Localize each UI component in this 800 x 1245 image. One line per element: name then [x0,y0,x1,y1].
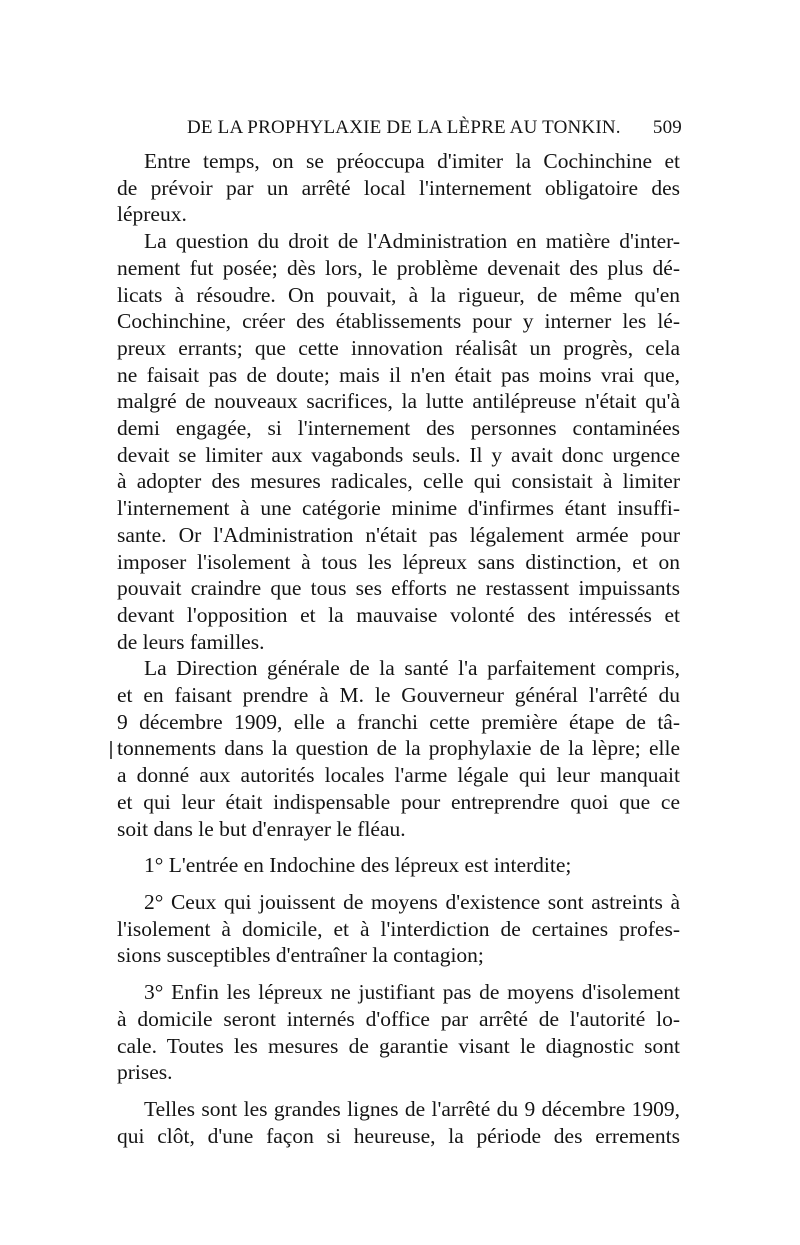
text-line: de leurs familles. [117,629,265,654]
text-line: et en faisant prendre à M. le Gouverneur général l'arrêté du [117,683,680,708]
text-line: sante. Or l'Administration n'était pas légalement armée pour [117,522,680,547]
list-item-3 [117,979,680,1086]
text-line: imposer l'isolement à tous les lépreux sans distinction, et on [117,549,680,574]
text-line: et qui leur était indispensable pour entreprendre quoi que ce [117,789,680,814]
text-line: lépreux. [117,202,187,227]
text-line: prises. [117,1060,173,1085]
text-line: Cochinchine, créer des établissements pour y interner les lé- [117,309,680,334]
text-line: 9 décembre 1909, elle a franchi cette première étape de tâ- [117,709,680,734]
text-line: à domicile seront internés d'office par arrêté de l'autorité lo- [117,1006,680,1031]
paragraph-2 [117,228,680,655]
text-line: Entre temps, on se préoccupa d'imiter la Cochinchine et [144,149,680,173]
text-line: sions susceptibles d'entraîner la contagion; [117,943,484,968]
text-line: 2° Ceux qui jouissent de moyens d'existence sont astreints à [144,889,680,914]
text-line: qui clôt, d'une façon si heureuse, la période des errements [117,1123,680,1148]
text-line: l'isolement à domicile, et à l'interdiction de certaines profes- [117,916,680,941]
text-line: 3° Enfin les lépreux ne justifiant pas de moyens d'isolement [144,980,680,1005]
running-head-title: DE LA PROPHYLAXIE DE LA LÈPRE AU TONKIN. [187,117,621,138]
text-line: ne faisait pas de doute; mais il n'en était pas moins vrai que, [117,362,680,387]
running-head [117,113,682,145]
text-line: Telles sont les grandes lignes de l'arrêté du 9 décembre 1909, [144,1096,680,1121]
text-line: malgré de nouveaux sacrifices, la lutte antilépreuse n'était qu'à [117,389,680,414]
text-line: preux errants; que cette innovation réalisât un progrès, cela [117,335,680,360]
text-line: soit dans le but d'enrayer le fléau. [117,816,406,841]
list-item-1 [117,852,680,879]
text-line: nement fut posée; dès lors, le problème devenait des plus dé- [117,255,680,280]
paragraph-3 [117,655,680,842]
text-line: La Direction générale de la santé l'a parfaitement compris, [144,656,680,681]
text-line: tonnements dans la question de la prophylaxie de la lèpre; elle [117,736,680,761]
margin-mark [110,741,112,759]
text-line: a donné aux autorités locales l'arme légale qui leur manquait [117,763,680,788]
paragraph-1 [117,148,680,228]
text-line: cale. Toutes les mesures de garantie visant le diagnostic sont [117,1033,680,1058]
text-line: licats à résoudre. On pouvait, à la rigueur, de même qu'en [117,282,680,307]
text-line: demi engagée, si l'internement des personnes contaminées [117,416,680,441]
text-line: de prévoir par un arrêté local l'internement obligatoire des [117,175,680,200]
text-line: devant l'opposition et la mauvaise volonté des intéressés et [117,602,680,627]
text-line: 1° L'entrée en Indochine des lépreux est interdite; [144,853,572,878]
text-line: pouvait craindre que tous ses efforts ne restassent impuissants [117,576,680,601]
paragraph-4 [117,1096,680,1149]
list-item-2 [117,889,680,969]
body-text [117,148,680,1149]
text-line: La question du droit de l'Administration en matière d'inter- [144,229,680,254]
text-line: l'internement à une catégorie minime d'infirmes étant insuffi- [117,496,680,521]
page-number: 509 [652,117,682,138]
text-line: devait se limiter aux vagabonds seuls. Il y avait donc urgence [117,442,680,467]
text-line: à adopter des mesures radicales, celle qui consistait à limiter [117,469,680,494]
